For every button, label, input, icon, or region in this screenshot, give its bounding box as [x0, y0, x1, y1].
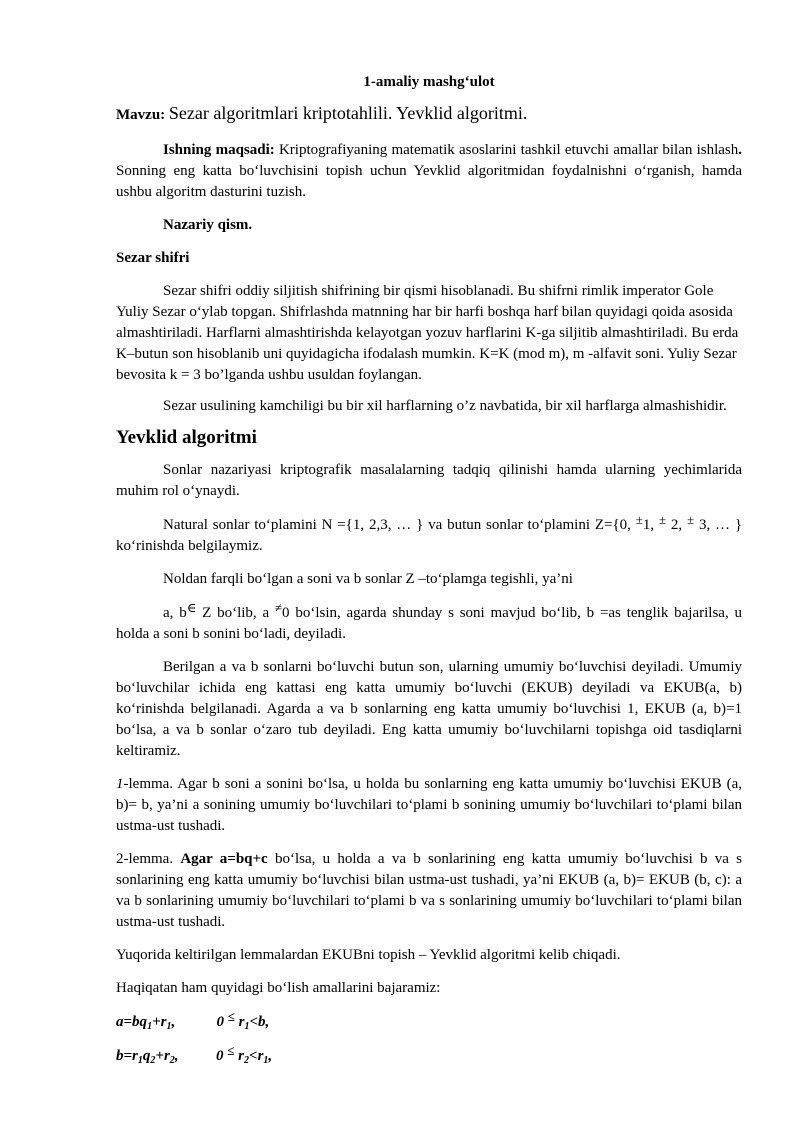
euclid-paragraph-divides	[116, 602, 742, 645]
less-equal-symbol: ≤	[227, 1009, 235, 1024]
sets-text-b: 1,	[642, 517, 659, 533]
lemma-2-text: bo‘lsa, u holda a va b sonlarining eng katta umumiy bo‘luvchisi b va s sonlarining eng katta umumiy bo‘luvchisi bilan ustma-ust tushadi, ya’ni EKUB (a, b)= EKUB (b, c): a va b sonlarining umumiy bo‘luvchilari to‘plami b va s sonlarining umumiy bo‘luvchilari to‘plami bilan ustma-ust tushadi.	[116, 851, 742, 930]
plus-minus-symbol: ±	[686, 512, 695, 527]
topic-line	[116, 103, 742, 126]
element-of-symbol: ∈	[186, 600, 197, 615]
theory-heading: Nazariy qism.	[163, 217, 253, 233]
lemma-2-lead: 2-lemma.	[116, 851, 181, 867]
f2-sub: 2	[244, 1055, 250, 1066]
goal-text: Kriptografiyaning matematik asoslarini tashkil etuvchi amallar bilan ishlash	[278, 142, 739, 158]
f2-end: ,	[268, 1048, 273, 1064]
euclid-paragraph-sets	[116, 514, 742, 557]
lemma-1	[116, 774, 742, 837]
caesar-paragraph-1: Sezar shifri oddiy siljitish shifrining bir qismi hisoblanadi. Bu shifrni rimlik imperator Gole Yuliy Sezar o‘ylab topgan. Shifrlashda matnning har bir harfi boshqa harf bilan quyidagi qoida asosida almashtiriladi. Harflarni almashtirishda kelayotgan yozuv harflarini K-ga siljitib almashtiriladi. Bu erda K–butun son hisoblanib uni quyidagicha ifodalash mumkin. K=K (mod m), m -alfavit soni. Yuliy Sezar bevosita k = 3 bo’lganda ushbu usuldan foylangan.	[116, 283, 739, 383]
f1-sub: 1	[166, 1021, 172, 1032]
divides-text-c: 0 bo‘lsin, agarda shunday s soni mavjud bo‘lib, b =as tenglik bajarilsa, u holda a soni b sonini bo‘ladi, deyiladi.	[116, 605, 742, 642]
goal-rest: Sonning eng katta bo‘luvchisini topish uchun Yevklid algoritmidan foydalnishni o‘rganish, hamda ushbu algoritm dasturini tuzish.	[116, 163, 742, 200]
caesar-paragraph-2: Sezar usulining kamchiligi bu bir xil harflarning o’z navbatida, bir xil harflarga almashishidir.	[163, 398, 727, 414]
topic-text: Sezar algoritmlari kriptotahlili. Yevklid algoritmi.	[168, 103, 528, 123]
caesar-heading: Sezar shifri	[116, 250, 190, 266]
document-page	[116, 72, 742, 1079]
f2-lt: <r	[249, 1048, 264, 1064]
f2-comma: ,	[174, 1048, 179, 1064]
formula-line-2	[116, 1045, 742, 1067]
euclid-paragraph-3: Noldan farqli bo‘lgan a soni va b sonlar Z –to‘plamga tegishli, ya’ni	[163, 571, 573, 587]
goal-label: Ishning maqsadi:	[163, 142, 275, 158]
f2-r: r	[234, 1048, 245, 1064]
f2-lhs: b=r	[116, 1048, 138, 1064]
f1-sub: 1	[147, 1021, 153, 1032]
f2-sub: 2	[169, 1055, 175, 1066]
lemma-1-text: -lemma. Agar b soni a sonini bo‘lsa, u holda bu sonlarning eng katta umumiy bo‘luvchisi EKUB (a, b)= b, ya’ni a sonining umumiy bo‘luvchilari to‘plami b sonining umumiy bo‘luvchilari to‘plami bilan ustma-ust tushadi.	[116, 776, 742, 834]
f1-sub: 1	[244, 1021, 250, 1032]
euclid-paragraph-1: Sonlar nazariyasi kriptografik masalalarning tadqiq qilinishi hamda ularning yechimlarida muhim rol o‘ynaydi.	[116, 462, 742, 499]
formula-line-1	[116, 1011, 742, 1033]
sets-text-a: Natural sonlar to‘plamini N ={1, 2,3, … } va butun sonlar to‘plamini Z={0,	[163, 517, 636, 533]
goal-dot: .	[738, 142, 742, 158]
lemma-2	[116, 849, 742, 933]
divides-text-a: a, b	[163, 605, 187, 621]
goal-paragraph	[116, 140, 742, 203]
f1-rhs: <b,	[249, 1014, 270, 1030]
f2-plus: +r	[155, 1048, 170, 1064]
divides-text-b: Z bo‘lib, a	[196, 605, 275, 621]
f1-zero: 0	[216, 1014, 228, 1030]
conclusion-paragraph: Yuqorida keltirilgan lemmalardan EKUBni topish – Yevklid algoritmi kelib chiqadi.	[116, 947, 621, 963]
f2-sub: 1	[263, 1055, 269, 1066]
not-equal-symbol: ≠	[274, 600, 283, 615]
topic-label: Mavzu:	[116, 107, 166, 123]
lemma-2-formula: Agar a=bq+c	[180, 851, 268, 867]
euclid-heading: Yevklid algoritmi	[116, 427, 257, 448]
division-intro: Haqiqatan ham quyidagi bo‘lish amallarini bajaramiz:	[116, 980, 441, 996]
sets-text-d: 3, … } ko‘rinishda belgilaymiz.	[116, 517, 743, 554]
page-title: 1-amaliy mashg‘ulot	[363, 74, 495, 90]
lemma-1-number: 1	[116, 776, 124, 792]
f1-r: r	[234, 1014, 245, 1030]
f1-lhs: a=bq	[116, 1014, 148, 1030]
f2-zero: 0	[216, 1048, 228, 1064]
f2-sub: 2	[150, 1055, 156, 1066]
sets-text-c: 2,	[666, 517, 687, 533]
f1-plus: +r	[152, 1014, 167, 1030]
less-equal-symbol: ≤	[227, 1043, 235, 1058]
euclid-paragraph-gcd: Berilgan a va b sonlarni bo‘luvchi butun son, ularning umumiy bo‘luvchisi deyiladi. Umumiy bo‘luvchilar ichida eng kattasi eng katta umumiy bo‘luvchi (EKUB) deyiladi va EKUB(a, b) ko‘rinishda belgilanadi. Agarda a va b sonlarning eng katta umumiy bo‘luvchisi 1, EKUB (a, b)=1 bo‘lsa, a va b sonlar o‘zaro tub deyiladi. Eng katta umumiy bo‘luvchilarni topishga oid tasdiqlarni keltiramiz.	[116, 659, 742, 759]
plus-minus-symbol: ±	[658, 512, 667, 527]
f2-q: q	[142, 1048, 151, 1064]
plus-minus-symbol: ±	[635, 512, 643, 527]
f2-sub: 1	[137, 1055, 143, 1066]
f1-comma: ,	[171, 1014, 176, 1030]
